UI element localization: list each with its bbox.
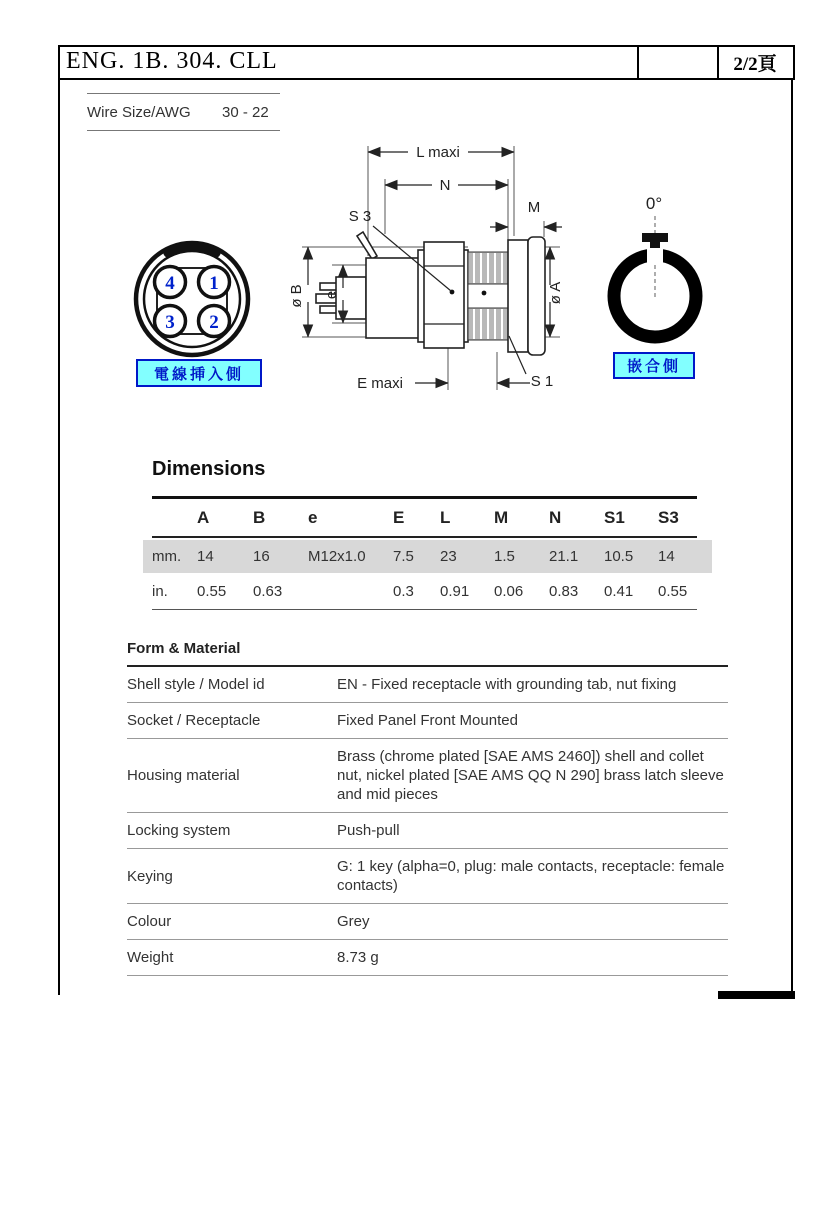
dim-value: 14 — [197, 548, 214, 565]
dim-label-s3: S 3 — [348, 208, 372, 225]
dim-value: 23 — [440, 548, 457, 565]
spec-label: Housing material — [127, 767, 240, 784]
spec-value: Fixed Panel Front Mounted — [337, 712, 518, 729]
dim-unit: mm. — [152, 548, 182, 565]
dim-value: 0.55 — [197, 583, 227, 600]
spec-label: Colour — [127, 913, 172, 930]
dim-value: M12x1.0 — [308, 548, 366, 565]
form-material-section — [127, 640, 728, 976]
title-block — [58, 45, 795, 80]
dim-value: 0.63 — [253, 583, 283, 600]
spec-row — [127, 904, 728, 940]
spec-row — [127, 703, 728, 739]
contact-number: 1 — [209, 273, 219, 294]
grounding-tab — [357, 232, 377, 259]
front-face — [528, 237, 545, 355]
dim-value: 16 — [253, 548, 270, 565]
key-tab-stem — [650, 242, 660, 248]
dim-value: 10.5 — [604, 548, 634, 565]
panel-flange — [508, 240, 528, 352]
contact-number: 4 — [165, 273, 175, 294]
wire-size-rule — [87, 93, 280, 94]
dim-unit: in. — [152, 583, 168, 600]
dim-label-m: M — [527, 199, 541, 216]
dim-value: 0.83 — [549, 583, 579, 600]
spec-row — [127, 667, 728, 703]
dim-value: 0.3 — [393, 583, 414, 600]
spec-row — [127, 940, 728, 976]
page-border-right — [791, 78, 793, 995]
dim-value: 21.1 — [549, 548, 579, 565]
dim-col-header: S1 — [604, 508, 625, 527]
dim-label-e-maxi: E maxi — [357, 375, 403, 392]
wire-size-value: 30 - 22 — [222, 104, 269, 121]
spec-value: Push-pull — [337, 822, 400, 839]
page-border-left — [58, 78, 60, 995]
spec-label: Weight — [127, 949, 174, 966]
dimensions-rule — [152, 496, 697, 499]
spec-value: G: 1 key (alpha=0, plug: male contacts, receptacle: female contacts) — [337, 858, 725, 894]
dim-col-header: E — [393, 508, 405, 527]
spec-value: Grey — [337, 913, 370, 930]
dim-value: 0.41 — [604, 583, 634, 600]
page-border-corner — [718, 991, 795, 999]
spec-row — [127, 849, 728, 904]
document-number: ENG. 1B. 304. CLL — [66, 48, 278, 74]
spec-label: Socket / Receptacle — [127, 712, 261, 729]
side-view — [288, 144, 564, 392]
dim-value: 1.5 — [494, 548, 515, 565]
contact-number: 2 — [209, 312, 219, 333]
contact-block — [336, 277, 366, 319]
hex-nut — [424, 242, 464, 348]
threaded-section — [468, 252, 508, 340]
mating-side-label: 嵌合側 — [613, 352, 695, 379]
front-view — [136, 243, 248, 355]
dim-label-e: e — [323, 290, 340, 300]
dim-col-header: A — [197, 508, 210, 527]
dim-col-header: L — [440, 508, 451, 527]
spec-row — [127, 813, 728, 849]
wire-insertion-side-label: 電線挿入側 — [136, 359, 262, 387]
dim-col-header: e — [308, 508, 318, 527]
keying-angle-label: 0° — [645, 194, 663, 213]
dim-col-header: B — [253, 508, 266, 527]
dim-label-n: N — [439, 177, 451, 194]
dimensions-table — [152, 508, 712, 618]
dim-value: 14 — [658, 548, 675, 565]
dim-col-header: N — [549, 508, 562, 527]
spec-value: EN - Fixed receptacle with grounding tab, nut fixing — [337, 676, 677, 693]
dim-value: 7.5 — [393, 548, 414, 565]
spec-label: Keying — [127, 867, 173, 885]
dim-col-header: M — [494, 508, 509, 527]
dim-value: 0.06 — [494, 583, 524, 600]
key-slot — [647, 247, 663, 264]
dim-label-dia-a: ø A — [547, 281, 564, 305]
mating-view — [614, 194, 696, 337]
spec-value: 8.73 g — [337, 949, 379, 966]
key-notch — [168, 247, 215, 253]
spec-row — [127, 739, 728, 813]
spec-label: Shell style / Model id — [127, 676, 265, 693]
dim-value: 0.55 — [658, 583, 688, 600]
dim-label-dia-b: ø B — [288, 284, 305, 308]
key-tab — [642, 233, 668, 242]
title-block-divider — [637, 47, 639, 78]
wire-size-label: Wire Size/AWG — [87, 104, 191, 121]
dim-label-l-maxi: L maxi — [416, 144, 460, 161]
dim-value: 0.91 — [440, 583, 470, 600]
dim-col-header: S3 — [658, 508, 679, 527]
spec-label: Locking system — [127, 822, 231, 839]
contact-number: 3 — [165, 312, 175, 333]
dimensions-title: Dimensions — [152, 458, 266, 480]
dim-label-s1: S 1 — [530, 373, 554, 390]
form-material-title: Form & Material — [127, 640, 241, 657]
spec-value: Brass (chrome plated [SAE AMS 2460]) shell and collet nut, nickel plated [SAE AMS QQ N 290] brass latch sleeve and mid pieces — [337, 748, 724, 803]
connector-body — [366, 258, 420, 338]
page-number: 2/2頁 — [733, 54, 777, 75]
